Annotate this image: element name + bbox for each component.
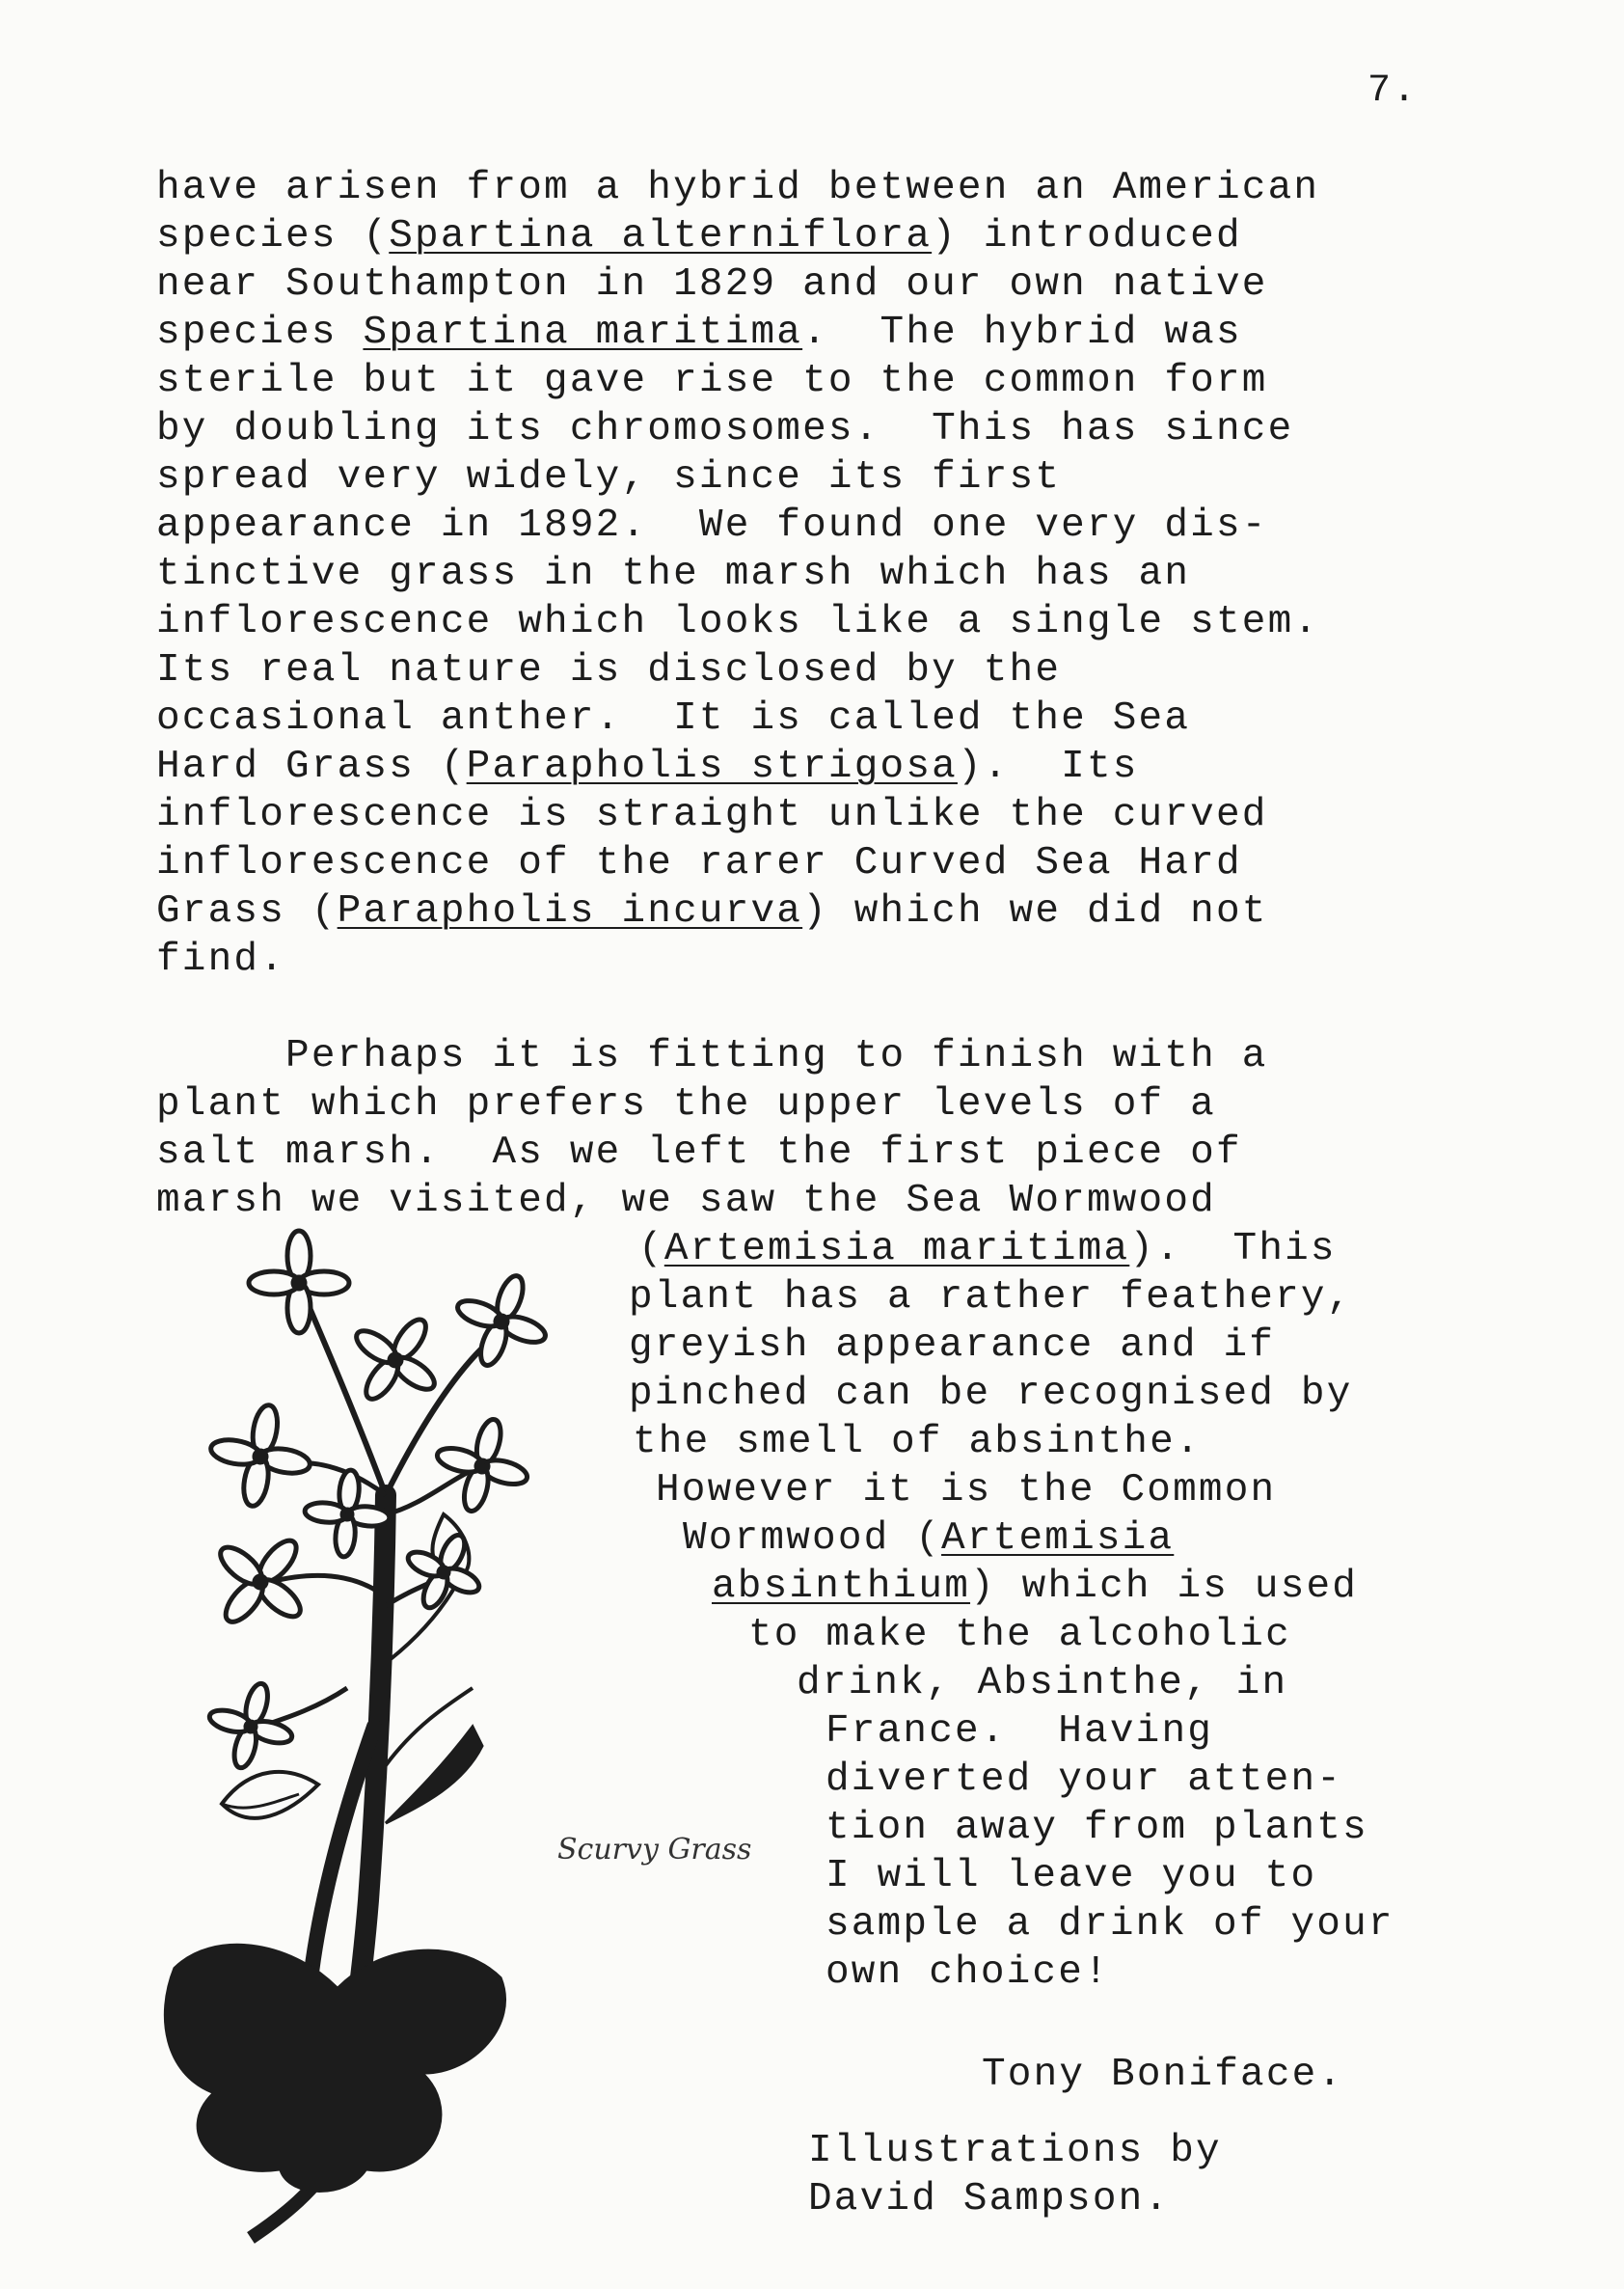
text-line: have arisen from a hybrid between an American [156,166,1320,210]
text-line: marsh we visited, we saw the Sea Wormwood [156,1179,1216,1223]
text-line: species (Spartina alterniflora) introduced [156,214,1242,259]
text-line: plant which prefers the upper levels of a [156,1082,1216,1127]
text-line: species Spartina maritima. The hybrid was [156,311,1242,355]
text-line: France. Having [826,1709,1214,1754]
text-line: to make the alcoholic [748,1613,1291,1657]
illustration-credit-line-1: Illustrations by [808,2129,1222,2173]
text-line: greyish appearance and if [629,1323,1276,1368]
plant-caption: Scurvy Grass [557,1833,752,1867]
text-line: spread very widely, since its first [156,455,1062,500]
text-line: inflorescence which looks like a single stem. [156,600,1320,644]
text-line: Wormwood (Artemisia [683,1516,1175,1561]
text-line: tion away from plants [826,1806,1368,1850]
text-line: near Southampton in 1829 and our own native [156,262,1268,307]
text-line: (Artemisia maritima). This [638,1227,1337,1271]
text-line: the smell of absinthe. [633,1420,1202,1464]
paragraph-2 [156,1032,1487,1225]
text-line: find. [156,938,286,982]
text-line: However it is the Common [656,1468,1277,1512]
species-name: Artemisia maritima [663,1227,1130,1271]
text-line: salt marsh. As we left the first piece of [156,1131,1242,1175]
illustration-credit-line-2: David Sampson. [808,2177,1171,2221]
page-number: 7. [1367,69,1419,113]
text-line: inflorescence is straight unlike the curved [156,793,1268,837]
text-line: tinctive grass in the marsh which has an [156,552,1191,596]
text-line: Its real nature is disclosed by the [156,648,1062,693]
text-line: absinthium) which is used [712,1565,1359,1609]
species-name: Parapholis incurva [337,889,803,934]
species-name: Spartina maritima [363,311,803,355]
text-line: pinched can be recognised by [629,1372,1353,1416]
species-name: Artemisia [941,1516,1175,1561]
text-line: by doubling its chromosomes. This has since [156,407,1294,451]
text-line: occasional anther. It is called the Sea [156,696,1191,741]
text-line: plant has a rather feathery, [629,1275,1353,1320]
text-line: Perhaps it is fitting to finish with a [156,1034,1268,1078]
text-line: own choice! [826,1950,1110,1995]
text-line: diverted your atten- [826,1758,1343,1802]
text-line: Hard Grass (Parapholis strigosa). Its [156,745,1139,789]
species-name: absinthium [712,1565,971,1609]
species-name: Parapholis strigosa [466,745,958,789]
text-line: appearance in 1892. We found one very dis- [156,504,1268,548]
text-line: sterile but it gave rise to the common form [156,359,1268,403]
text-line: drink, Absinthe, in [797,1661,1288,1705]
author-signature: Tony Boniface. [982,2053,1344,2097]
paragraph-1 [156,164,1487,984]
text-line: inflorescence of the rarer Curved Sea Hard [156,841,1242,886]
scurvy-grass-illustration [154,1225,608,2248]
species-name: Spartina alterniflora [389,214,933,259]
text-line: Grass (Parapholis incurva) which we did not [156,889,1268,934]
text-line: sample a drink of your [826,1902,1394,1947]
text-line: I will leave you to [826,1854,1317,1898]
